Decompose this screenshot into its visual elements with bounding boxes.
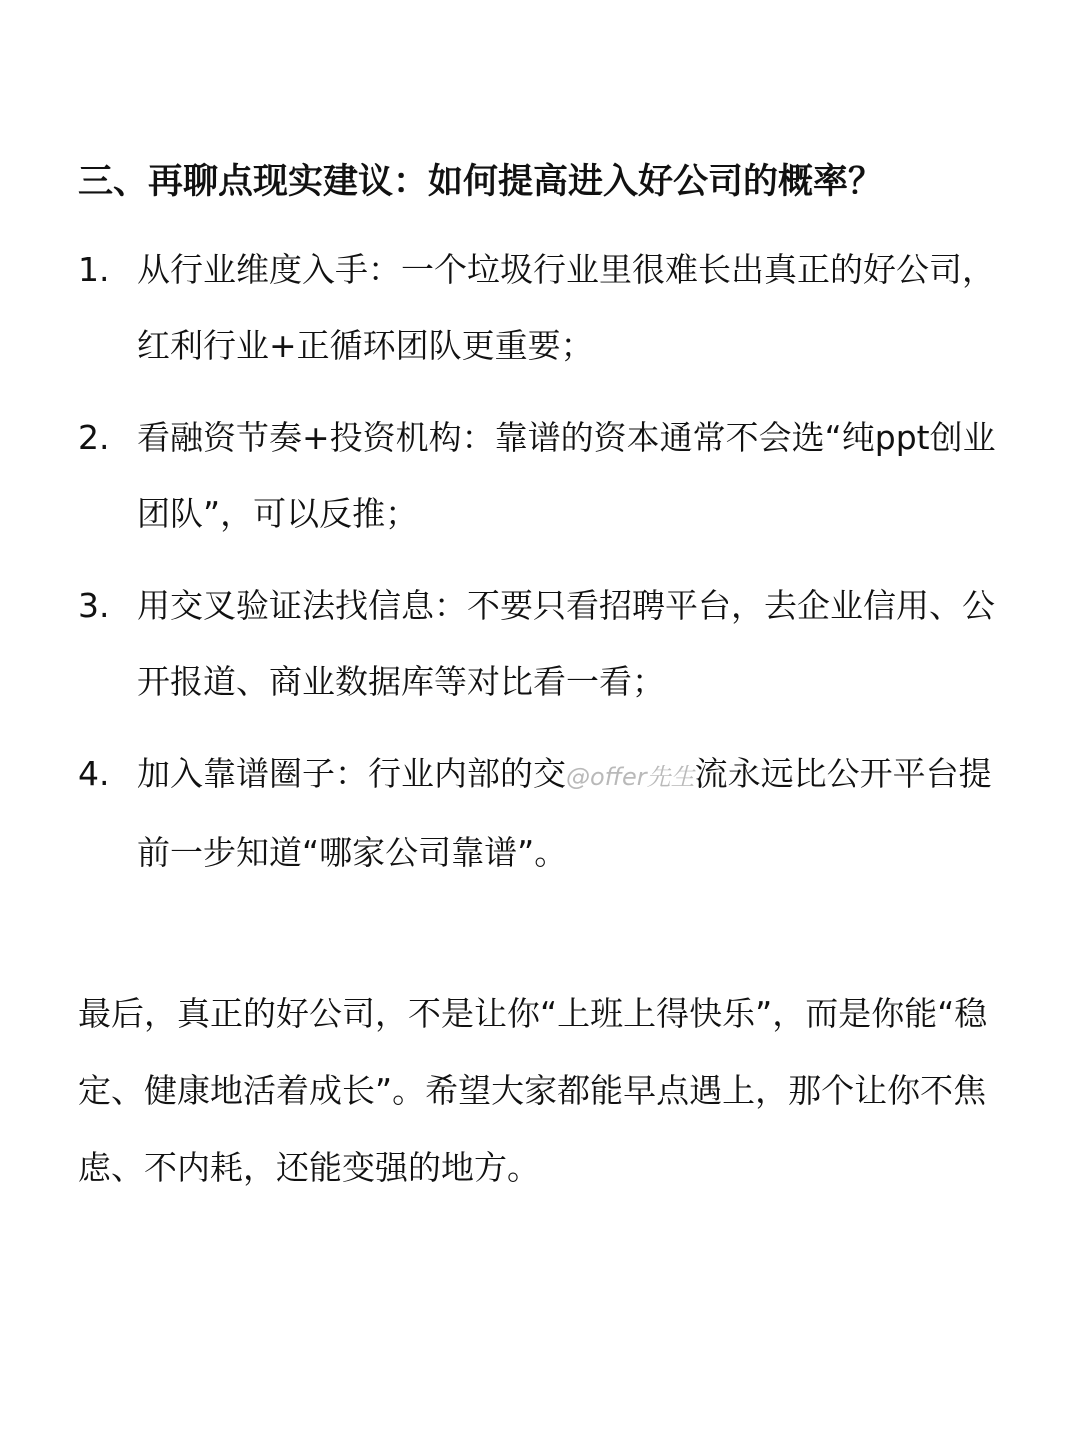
watermark-label: @offer先生 [566,763,695,791]
list-item-number: 1. [78,250,110,289]
list-item [0,232,997,384]
list-item-text-end: 流永远比公开平台提前一步知道“哪家公司靠谱”。 [137,754,992,872]
list-item-text-start: 加入靠谱圈子：行业内部的交 [137,754,566,793]
list-item-text [137,736,997,891]
section-heading: 三、再聊点现实建议：如何提高进入好公司的概率？ [78,162,884,202]
list-item-number: 4. [78,754,110,793]
suggestion-list [0,232,1080,907]
list-item [0,568,997,720]
list-item-text: 从行业维度入手：一个垃圾行业里很难长出真正的好公司，红利行业+正循环团队更重要； [137,250,995,365]
list-item-text: 用交叉验证法找信息：不要只看招聘平台，去企业信用、公开报道、商业数据库等对比看一看； [137,586,995,701]
closing-paragraph: 最后，真正的好公司，不是让你“上班上得快乐”，而是你能“稳定、健康地活着成长”。希望大家都能早点遇上，那个让你不焦虑、不内耗，还能变强的地方。 [78,994,988,1187]
list-item-number: 2. [78,418,110,457]
list-item [0,400,997,552]
list-item-number: 3. [78,586,110,625]
list-item-text: 看融资节奏+投资机构：靠谱的资本通常不会选“纯ppt创业团队”，可以反推； [137,418,996,533]
list-item [0,736,997,891]
